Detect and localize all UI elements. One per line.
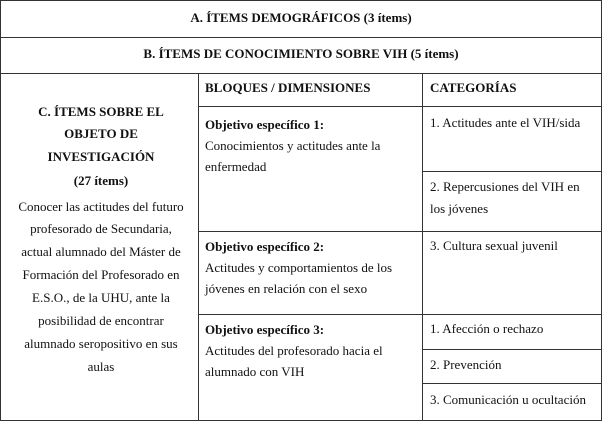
category-1-2-text-line-1: 2. Repercusiones del VIH en [430, 179, 580, 194]
row-divider-a [0, 37, 602, 38]
section-c-description-line-3: actual alumnado del Máster de [21, 244, 181, 259]
column-header-blocks: BLOQUES / DIMENSIONES [205, 80, 371, 95]
category-1-1 [430, 112, 598, 134]
category-1-1-text: 1. Actitudes ante el VIH/sida [430, 115, 581, 130]
column-divider-1 [198, 73, 199, 421]
category-3-3 [430, 389, 598, 411]
category-1-2 [430, 176, 598, 220]
category-3-1-text: 1. Afección o rechazo [430, 321, 544, 336]
table-border-left [0, 0, 1, 421]
objective-3-title: Objetivo específico 3: [205, 322, 325, 337]
section-c-heading-line-2: OBJETO DE [64, 126, 138, 141]
section-c-description-line-2: profesorado de Secundaria, [30, 221, 172, 236]
objective-3-text-line-2: alumnado con VIH [205, 364, 305, 379]
section-c-description-line-8: aulas [87, 359, 115, 374]
objective-divider-1 [198, 231, 602, 232]
section-c-item-count: (27 ítems) [73, 173, 129, 188]
category-2-1 [430, 235, 598, 257]
table-border-bottom [0, 420, 602, 421]
category-3-2 [430, 354, 598, 376]
section-c-description-line-4: Formación del Profesorado en [22, 267, 180, 282]
column-divider-2 [422, 73, 423, 421]
objective-2-title: Objetivo específico 2: [205, 239, 325, 254]
row-divider-b [0, 73, 602, 74]
objective-1 [205, 114, 417, 177]
section-c-description-line-6: posibilidad de encontrar [38, 313, 164, 328]
category-2-1-text: 3. Cultura sexual juvenil [430, 238, 558, 253]
column-header-categories: CATEGORÍAS [430, 80, 517, 95]
objective-1-title: Objetivo específico 1: [205, 117, 325, 132]
section-a-title: A. ÍTEMS DEMOGRÁFICOS (3 ítems) [190, 10, 412, 25]
section-c-heading-line-1: C. ÍTEMS SOBRE EL [38, 104, 164, 119]
section-c-heading-line-3: INVESTIGACIÓN [47, 149, 155, 164]
objective-2-text-line-1: Actitudes y comportamientos de los [205, 260, 393, 275]
header-divider [198, 106, 602, 107]
objective-3 [205, 319, 417, 382]
objective-3-text-line-1: Actitudes del profesorado hacia el [205, 343, 383, 358]
table-border-top [0, 0, 602, 1]
cat-divider-3 [422, 383, 602, 384]
section-b-title: B. ÍTEMS DE CONOCIMIENTO SOBRE VIH (5 ítems) [143, 46, 459, 61]
cat-divider-1 [422, 171, 602, 172]
section-c-description-line-1: Conocer las actitudes del futuro [18, 199, 184, 214]
objective-1-text-line-1: Conocimientos y actitudes ante la [205, 138, 381, 153]
objective-1-text-line-2: enfermedad [205, 159, 267, 174]
category-3-2-text: 2. Prevención [430, 357, 502, 372]
objective-2-text-line-2: jóvenes en relación con el sexo [205, 281, 368, 296]
category-1-2-text-line-2: los jóvenes [430, 201, 489, 216]
objective-divider-2 [198, 314, 602, 315]
category-3-1 [430, 318, 598, 340]
objective-2 [205, 236, 417, 299]
cat-divider-2 [422, 349, 602, 350]
section-c-description-line-5: E.S.O., de la UHU, ante la [32, 290, 170, 305]
section-c-description-line-7: alumnado seropositivo en sus [24, 336, 178, 351]
category-3-3-text: 3. Comunicación u ocultación [430, 392, 586, 407]
